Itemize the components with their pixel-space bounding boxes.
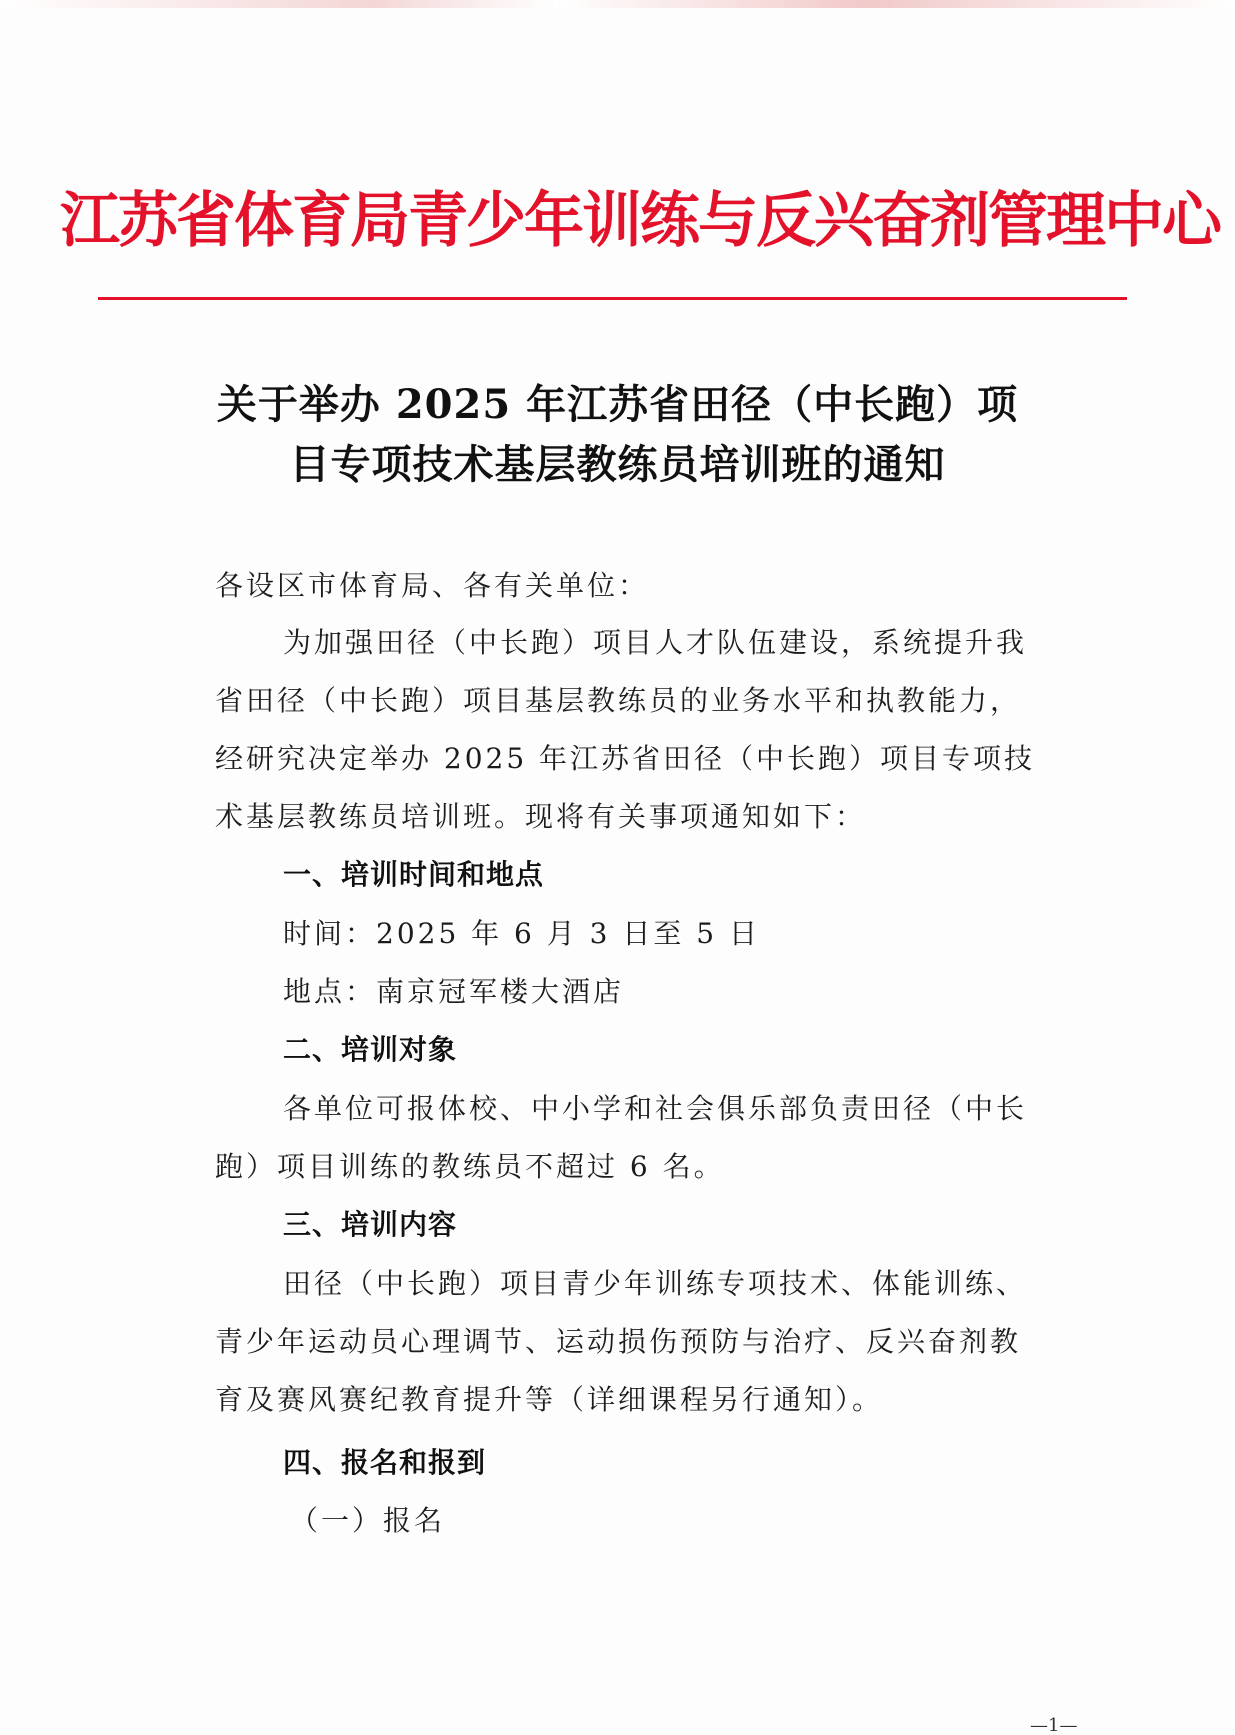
section-heading-time-place: 一、培训时间和地点 xyxy=(283,858,545,891)
document-title-line-1: 关于举办 2025 年江苏省田径（中长跑）项 xyxy=(216,381,1019,428)
salutation: 各设区市体育局、各有关单位： xyxy=(215,569,650,602)
training-time: 时间：2025 年 6 月 3 日至 5 日 xyxy=(283,917,761,950)
training-place: 地点：南京冠军楼大酒店 xyxy=(283,975,625,1008)
intro-line-4: 术基层教练员培训班。现将有关事项通知如下： xyxy=(215,800,867,833)
document-title xyxy=(150,375,1085,495)
section-heading-target: 二、培训对象 xyxy=(283,1033,458,1066)
registration-subheading: （一）报名 xyxy=(290,1504,446,1537)
intro-line-2: 省田径（中长跑）项目基层教练员的业务水平和执教能力， xyxy=(215,684,1022,717)
letterhead-red-rule xyxy=(98,297,1127,300)
section-heading-registration: 四、报名和报到 xyxy=(283,1446,487,1479)
target-line-1: 各单位可报体校、中小学和社会俱乐部负责田径（中长 xyxy=(283,1092,1028,1125)
intro-line-3: 经研究决定举办 2025 年江苏省田径（中长跑）项目专项技 xyxy=(215,742,1036,775)
section-heading-content: 三、培训内容 xyxy=(283,1208,458,1241)
page-number: —1— xyxy=(1030,1715,1078,1735)
content-line-1: 田径（中长跑）项目青少年训练专项技术、体能训练、 xyxy=(283,1267,1028,1300)
content-line-2: 青少年运动员心理调节、运动损伤预防与治疗、反兴奋剂教 xyxy=(215,1325,1022,1358)
scan-top-edge xyxy=(0,0,1235,8)
document-title-line-2: 目专项技术基层教练员培训班的通知 xyxy=(289,441,946,488)
target-line-2: 跑）项目训练的教练员不超过 6 名。 xyxy=(215,1150,725,1183)
intro-line-1: 为加强田径（中长跑）项目人才队伍建设，系统提升我 xyxy=(283,626,1028,659)
content-line-3: 育及赛风赛纪教育提升等（详细课程另行通知）。 xyxy=(215,1383,884,1416)
letterhead-organization: 江苏省体育局青少年训练与反兴奋剂管理中心 xyxy=(60,186,1220,256)
